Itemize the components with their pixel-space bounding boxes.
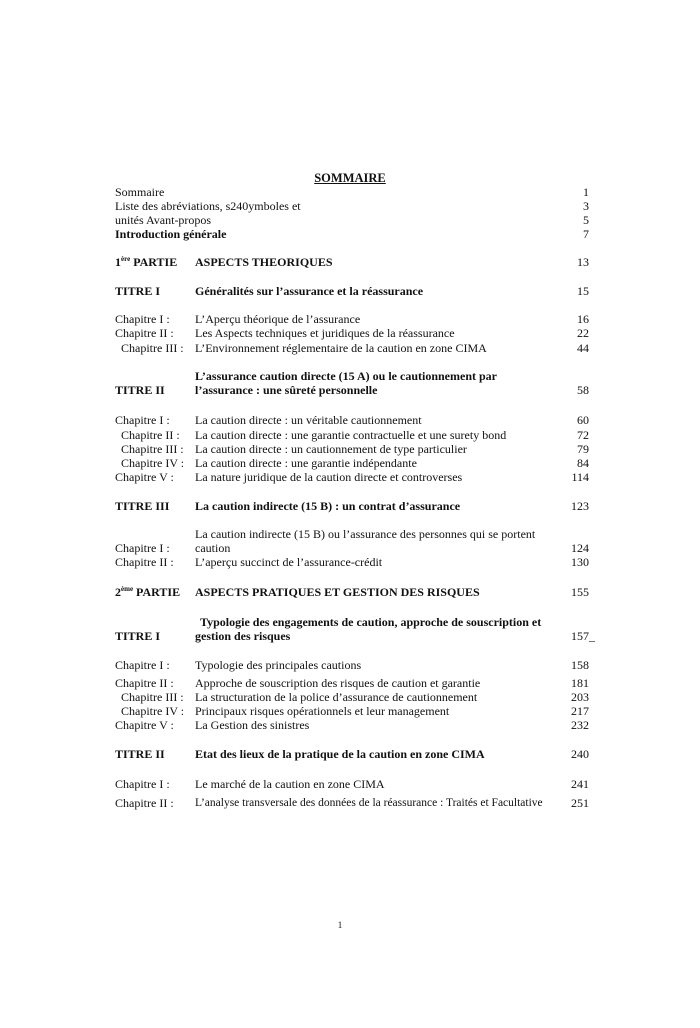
chapter-title: L’Aperçu théorique de l’assurance	[195, 312, 361, 326]
chapter-title: La structuration de la police d’assurance de cautionnement	[195, 690, 478, 704]
toc-page-number: 241	[571, 777, 589, 791]
toc-page-number: 124	[571, 541, 589, 555]
chapter-title: L’aperçu succinct de l’assurance-crédit	[195, 555, 383, 569]
chapter-label: Chapitre II :	[121, 428, 180, 442]
chapter-label: Chapitre II :	[115, 796, 174, 810]
titre-title: Etat des lieux de la pratique de la caution en zone CIMA	[195, 747, 485, 761]
toc-page-number: 13	[577, 255, 589, 269]
chapter-label: Chapitre I :	[115, 541, 170, 555]
chapter-title: La nature juridique de la caution directe et controverses	[195, 470, 463, 484]
titre-title: Généralités sur l’assurance et la réassurance	[195, 284, 424, 298]
footer-page-number: 1	[337, 920, 343, 930]
part-label: 1ère PARTIE	[115, 255, 178, 269]
chapter-label: Chapitre V :	[115, 718, 174, 732]
toc-page-number: 15	[577, 284, 589, 298]
chapter-label: Chapitre III :	[121, 442, 184, 456]
chapter-title: La caution indirecte (15 B) ou l’assurance des personnes qui se portent	[195, 527, 536, 541]
toc-page-number: 7	[583, 227, 589, 241]
titre-label: TITRE I	[115, 629, 161, 643]
chapter-label: Chapitre V :	[115, 470, 174, 484]
toc-page-number: 181	[571, 676, 589, 690]
chapter-label: Chapitre III :	[121, 690, 184, 704]
titre-label: TITRE II	[115, 747, 165, 761]
part-title: ASPECTS THEORIQUES	[195, 255, 333, 269]
toc-page-number: 60	[577, 413, 589, 427]
chapter-label: Chapitre II :	[115, 555, 174, 569]
chapter-title: La caution directe : une garantie contractuelle et une surety bond	[195, 428, 507, 442]
toc-page-number: 203	[571, 690, 589, 704]
toc-page-number: 22	[577, 326, 589, 340]
toc-page-number: 58	[577, 383, 589, 397]
toc-page-number: 157_	[571, 629, 595, 643]
page-title: SOMMAIRE	[314, 171, 386, 185]
chapter-title: Principaux risques opérationnels et leur management	[195, 704, 450, 718]
toc-entry-avant-propos: unités Avant-propos	[115, 213, 212, 227]
toc-page-number: 72	[577, 428, 589, 442]
toc-entry-abbreviations: Liste des abréviations, s240ymboles et	[115, 199, 301, 213]
chapter-label: Chapitre I :	[115, 312, 170, 326]
titre-label: TITRE II	[115, 383, 165, 397]
chapter-title: Typologie des principales cautions	[195, 658, 362, 672]
chapter-title-line2: caution	[195, 541, 231, 555]
chapter-title: La caution directe : un cautionnement de type particulier	[195, 442, 467, 456]
toc-page-number: 79	[577, 442, 589, 456]
chapter-title: La caution directe : un véritable cautionnement	[195, 413, 422, 427]
chapter-label: Chapitre I :	[115, 413, 170, 427]
titre-title: L’assurance caution directe (15 A) ou le cautionnement par	[195, 369, 497, 383]
toc-page-number: 251	[571, 796, 589, 810]
toc-entry-sommaire: Sommaire	[115, 185, 165, 199]
chapter-title: Approche de souscription des risques de caution et garantie	[195, 676, 481, 690]
part-label: 2ème PARTIE	[115, 585, 181, 599]
titre-title-line2: l’assurance : une sûreté personnelle	[195, 383, 378, 397]
toc-page-number: 16	[577, 312, 589, 326]
chapter-label: Chapitre II :	[115, 326, 174, 340]
toc-page-number: 44	[577, 341, 589, 355]
toc-page-number: 155	[571, 585, 589, 599]
chapter-title: La Gestion des sinistres	[195, 718, 310, 732]
toc-page-number: 1	[583, 185, 589, 199]
chapter-label: Chapitre II :	[115, 676, 174, 690]
chapter-label: Chapitre IV :	[121, 456, 185, 470]
chapter-label: Chapitre IV :	[121, 704, 185, 718]
toc-page-number: 84	[577, 456, 589, 470]
titre-title-line2: gestion des risques	[195, 629, 291, 643]
toc-entry-introduction: Introduction générale	[115, 227, 227, 241]
toc-page-number: 114	[571, 470, 589, 484]
titre-label: TITRE I	[115, 284, 161, 298]
chapter-label: Chapitre III :	[121, 341, 184, 355]
chapter-title: Le marché de la caution en zone CIMA	[195, 777, 385, 791]
toc-page-number: 217	[571, 704, 589, 718]
titre-title: Typologie des engagements de caution, approche de souscription et	[200, 615, 542, 629]
toc-page-number: 3	[583, 199, 589, 213]
toc-page-number: 240	[571, 747, 589, 761]
chapter-label: Chapitre I :	[115, 658, 170, 672]
chapter-title: L’Environnement réglementaire de la caution en zone CIMA	[195, 341, 487, 355]
toc-page-number: 232	[571, 718, 589, 732]
titre-label: TITRE III	[115, 499, 170, 513]
chapter-title: La caution directe : une garantie indépendante	[195, 456, 417, 470]
part-title: ASPECTS PRATIQUES ET GESTION DES RISQUES	[195, 585, 480, 599]
chapter-title: Les Aspects techniques et juridiques de la réassurance	[195, 326, 455, 340]
chapter-label: Chapitre I :	[115, 777, 170, 791]
toc-page-number: 130	[571, 555, 589, 569]
chapter-title: L’analyse transversale des données de la réassurance : Traités et Facultative	[195, 797, 543, 809]
toc-page-number: 158	[571, 658, 589, 672]
toc-page-number: 5	[583, 213, 589, 227]
toc-page-number: 123	[571, 499, 589, 513]
titre-title: La caution indirecte (15 B) : un contrat d’assurance	[195, 499, 461, 513]
